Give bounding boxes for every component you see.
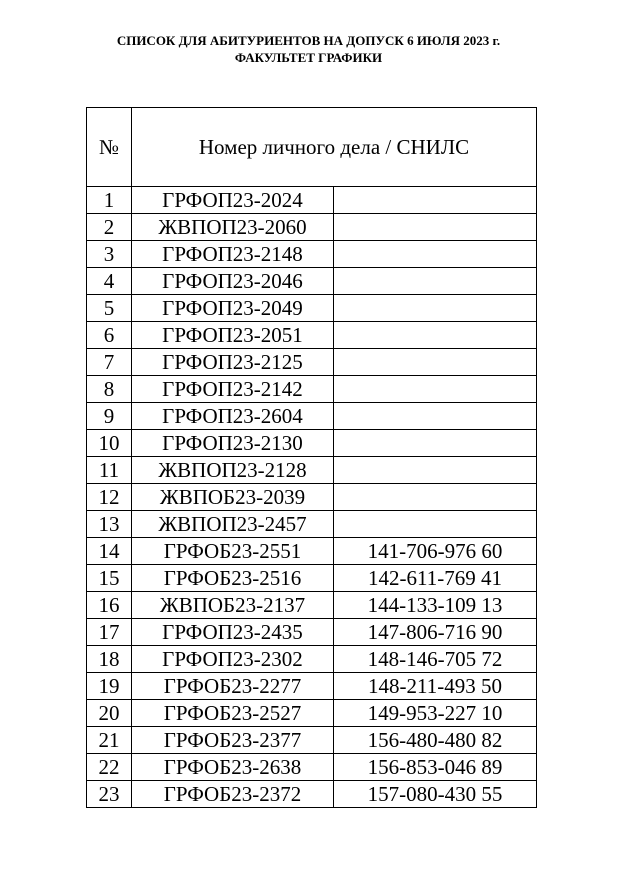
cell-case-number: ГРФОП23-2435	[132, 619, 334, 646]
cell-snils	[334, 241, 537, 268]
cell-number: 22	[87, 754, 132, 781]
cell-case-number: ГРФОП23-2604	[132, 403, 334, 430]
cell-snils	[334, 187, 537, 214]
table-row	[87, 754, 537, 781]
cell-case-number: ГРФОП23-2051	[132, 322, 334, 349]
cell-number: 11	[87, 457, 132, 484]
cell-number: 17	[87, 619, 132, 646]
cell-snils	[334, 322, 537, 349]
cell-case-number: ГРФОП23-2302	[132, 646, 334, 673]
cell-case-number: ГРФОБ23-2638	[132, 754, 334, 781]
cell-case-number: ЖВПОП23-2128	[132, 457, 334, 484]
cell-snils: 156-480-480 82	[334, 727, 537, 754]
cell-number: 8	[87, 376, 132, 403]
table-row	[87, 268, 537, 295]
table-row	[87, 592, 537, 619]
cell-snils: 157-080-430 55	[334, 781, 537, 808]
cell-snils	[334, 457, 537, 484]
cell-case-number: ГРФОБ23-2527	[132, 700, 334, 727]
table-row	[87, 322, 537, 349]
cell-case-number: ЖВПОБ23-2039	[132, 484, 334, 511]
column-header-case-snils: Номер личного дела / СНИЛС	[132, 108, 537, 187]
cell-number: 13	[87, 511, 132, 538]
cell-snils	[334, 511, 537, 538]
cell-snils: 141-706-976 60	[334, 538, 537, 565]
cell-case-number: ГРФОП23-2130	[132, 430, 334, 457]
cell-snils	[334, 430, 537, 457]
table-row	[87, 457, 537, 484]
cell-snils: 147-806-716 90	[334, 619, 537, 646]
table-row	[87, 484, 537, 511]
table-row	[87, 511, 537, 538]
cell-case-number: ГРФОБ23-2377	[132, 727, 334, 754]
cell-case-number: ГРФОП23-2024	[132, 187, 334, 214]
table-row	[87, 241, 537, 268]
cell-snils	[334, 484, 537, 511]
cell-case-number: ГРФОБ23-2372	[132, 781, 334, 808]
applicants-table	[86, 107, 537, 808]
cell-number: 20	[87, 700, 132, 727]
cell-number: 2	[87, 214, 132, 241]
cell-snils: 148-211-493 50	[334, 673, 537, 700]
cell-snils	[334, 214, 537, 241]
cell-number: 14	[87, 538, 132, 565]
table-body	[87, 187, 537, 808]
cell-number: 16	[87, 592, 132, 619]
cell-case-number: ГРФОП23-2142	[132, 376, 334, 403]
cell-number: 12	[87, 484, 132, 511]
cell-number: 1	[87, 187, 132, 214]
cell-case-number: ГРФОБ23-2551	[132, 538, 334, 565]
cell-snils: 148-146-705 72	[334, 646, 537, 673]
cell-number: 23	[87, 781, 132, 808]
table-row	[87, 700, 537, 727]
cell-number: 21	[87, 727, 132, 754]
cell-case-number: ЖВПОБ23-2137	[132, 592, 334, 619]
cell-snils: 156-853-046 89	[334, 754, 537, 781]
document-title: СПИСОК ДЛЯ АБИТУРИЕНТОВ НА ДОПУСК 6 ИЮЛЯ 2023 г.	[116, 33, 501, 48]
table-row	[87, 619, 537, 646]
table-row	[87, 538, 537, 565]
table-row	[87, 376, 537, 403]
cell-number: 10	[87, 430, 132, 457]
cell-snils	[334, 376, 537, 403]
cell-number: 9	[87, 403, 132, 430]
cell-number: 7	[87, 349, 132, 376]
table-row	[87, 727, 537, 754]
cell-number: 5	[87, 295, 132, 322]
table-header-row	[87, 108, 537, 187]
cell-number: 4	[87, 268, 132, 295]
cell-number: 3	[87, 241, 132, 268]
cell-case-number: ЖВПОП23-2457	[132, 511, 334, 538]
table-row	[87, 295, 537, 322]
cell-number: 19	[87, 673, 132, 700]
cell-snils: 142-611-769 41	[334, 565, 537, 592]
table-row	[87, 187, 537, 214]
cell-number: 6	[87, 322, 132, 349]
cell-case-number: ГРФОБ23-2516	[132, 565, 334, 592]
table-row	[87, 430, 537, 457]
table-row	[87, 673, 537, 700]
cell-number: 15	[87, 565, 132, 592]
faculty-title: ФАКУЛЬТЕТ ГРАФИКИ	[234, 50, 383, 65]
table-row	[87, 646, 537, 673]
cell-snils: 144-133-109 13	[334, 592, 537, 619]
cell-snils	[334, 349, 537, 376]
cell-case-number: ГРФОП23-2046	[132, 268, 334, 295]
cell-snils: 149-953-227 10	[334, 700, 537, 727]
column-header-number: №	[87, 108, 132, 187]
cell-case-number: ГРФОП23-2125	[132, 349, 334, 376]
cell-snils	[334, 295, 537, 322]
table-row	[87, 214, 537, 241]
cell-case-number: ГРФОБ23-2277	[132, 673, 334, 700]
cell-number: 18	[87, 646, 132, 673]
cell-case-number: ГРФОП23-2049	[132, 295, 334, 322]
table-row	[87, 403, 537, 430]
cell-case-number: ЖВПОП23-2060	[132, 214, 334, 241]
cell-case-number: ГРФОП23-2148	[132, 241, 334, 268]
table-row	[87, 781, 537, 808]
table-row	[87, 565, 537, 592]
cell-snils	[334, 268, 537, 295]
table-row	[87, 349, 537, 376]
cell-snils	[334, 403, 537, 430]
